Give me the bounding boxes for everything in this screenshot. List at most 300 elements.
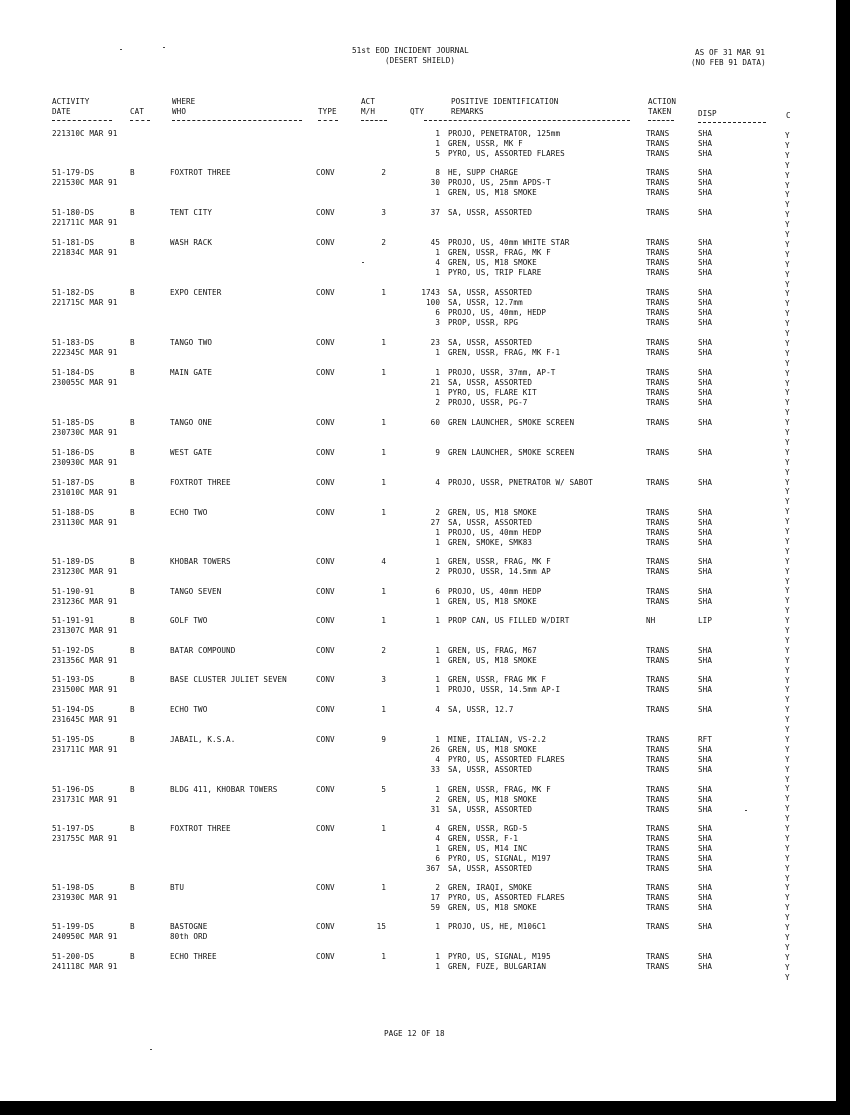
- item-description: SA, USSR, ASSORTED: [448, 805, 533, 814]
- item-action-taken: TRANS: [646, 745, 670, 754]
- entry-category: B: [130, 208, 135, 217]
- entry-unit: 80th ORD: [170, 932, 208, 941]
- entry-activity-id: 51-199-DS: [52, 922, 95, 931]
- item-description: GREN, US, M18 SMOKE: [448, 258, 537, 267]
- c-mark: Y: [785, 566, 790, 576]
- item-quantity: 1: [435, 248, 440, 257]
- entry-activity-id: 51-196-DS: [52, 785, 95, 794]
- item-quantity: 21: [430, 378, 440, 387]
- entry-activity-id: 51-191-91: [52, 616, 95, 625]
- item-quantity: 1: [435, 616, 440, 625]
- as-of-date: AS OF 31 MAR 91: [695, 48, 766, 57]
- c-mark: Y: [785, 180, 790, 190]
- col-act: ACT: [361, 97, 376, 106]
- item-disposition: SHA: [698, 765, 713, 774]
- col-taken: TAKEN: [648, 107, 672, 116]
- item-action-taken: TRANS: [646, 903, 670, 912]
- item-action-taken: TRANS: [646, 864, 670, 873]
- entry-category: B: [130, 952, 135, 961]
- entry-activity-id: 51-192-DS: [52, 646, 95, 655]
- item-action-taken: TRANS: [646, 922, 670, 931]
- item-disposition: SHA: [698, 268, 713, 277]
- item-quantity: 1: [435, 952, 440, 961]
- item-quantity: 1: [435, 368, 440, 377]
- entry-category: B: [130, 735, 135, 744]
- entry-activity-id: 51-179-DS: [52, 168, 95, 177]
- item-disposition: SHA: [698, 805, 713, 814]
- header-rule: [130, 120, 150, 121]
- item-description: GREN, USSR, MK F: [448, 139, 523, 148]
- entry-location: MAIN GATE: [170, 368, 213, 377]
- item-quantity: 6: [435, 854, 440, 863]
- entry-man-hours: 9: [381, 735, 386, 744]
- item-action-taken: TRANS: [646, 785, 670, 794]
- c-mark: Y: [785, 923, 790, 932]
- c-mark: Y: [785, 962, 790, 972]
- item-disposition: SHA: [698, 893, 713, 902]
- item-description: GREN, US, M18 SMOKE: [448, 745, 537, 754]
- entry-activity-id: 51-193-DS: [52, 675, 95, 684]
- c-mark: Y: [785, 309, 790, 319]
- entry-category: B: [130, 675, 135, 684]
- item-description: GREN LAUNCHER, SMOKE SCREEN: [448, 418, 575, 427]
- item-action-taken: TRANS: [646, 735, 670, 744]
- entry-man-hours: 5: [381, 785, 386, 794]
- item-quantity: 27: [430, 518, 440, 527]
- item-action-taken: TRANS: [646, 795, 670, 804]
- item-disposition: SHA: [698, 824, 713, 833]
- c-mark: Y: [785, 942, 790, 952]
- c-mark: Y: [785, 437, 790, 447]
- item-description: GREN, USSR, RGD-5: [448, 824, 528, 833]
- item-description: SA, USSR, ASSORTED: [448, 765, 533, 774]
- journal-title: 51st EOD INCIDENT JOURNAL: [352, 46, 469, 55]
- c-mark: Y: [785, 863, 790, 873]
- entry-activity-id: 51-197-DS: [52, 824, 95, 833]
- entry-activity-id: 51-188-DS: [52, 508, 95, 517]
- item-disposition: SHA: [698, 755, 713, 764]
- entry-category: B: [130, 616, 135, 625]
- c-mark: Y: [785, 418, 790, 428]
- c-mark: Y: [785, 131, 790, 140]
- entry-type: CONV: [316, 448, 335, 457]
- c-mark: Y: [785, 903, 790, 913]
- scan-speck: [120, 49, 122, 50]
- item-disposition: SHA: [698, 318, 713, 327]
- col-cat: CAT: [130, 107, 145, 116]
- item-description: GREN LAUNCHER, SMOKE SCREEN: [448, 448, 575, 457]
- c-mark: Y: [785, 774, 790, 784]
- entry-location: WASH RACK: [170, 238, 213, 247]
- entry-man-hours: 1: [381, 508, 386, 517]
- entry-man-hours: 4: [381, 557, 386, 566]
- item-disposition: SHA: [698, 168, 713, 177]
- item-description: PYRO, US, SIGNAL, M197: [448, 854, 551, 863]
- entry-man-hours: 2: [381, 238, 386, 247]
- entry-category: B: [130, 922, 135, 931]
- item-description: PROJO, US, 40mm HEDP: [448, 528, 542, 537]
- entry-activity-id: 51-186-DS: [52, 448, 95, 457]
- c-mark: Y: [785, 497, 790, 507]
- c-mark: Y: [785, 269, 790, 279]
- entry-location: TANGO ONE: [170, 418, 213, 427]
- c-mark: Y: [785, 824, 790, 833]
- entry-location: FOXTROT THREE: [170, 824, 231, 833]
- item-disposition: SHA: [698, 745, 713, 754]
- c-mark: Y: [785, 576, 790, 586]
- item-action-taken: TRANS: [646, 834, 670, 843]
- item-quantity: 1: [435, 962, 440, 971]
- c-mark: Y: [785, 170, 790, 180]
- c-mark: Y: [785, 329, 790, 338]
- c-mark: Y: [785, 606, 790, 616]
- item-disposition: SHA: [698, 844, 713, 853]
- entry-category: B: [130, 478, 135, 487]
- header-rule: [361, 120, 387, 121]
- entry-category: B: [130, 557, 135, 566]
- c-mark: Y: [785, 239, 790, 249]
- item-quantity: 31: [430, 805, 440, 814]
- item-disposition: SHA: [698, 685, 713, 694]
- entry-location: BATAR COMPOUND: [170, 646, 236, 655]
- item-action-taken: TRANS: [646, 952, 670, 961]
- entry-activity-id: 51-181-DS: [52, 238, 95, 247]
- item-action-taken: TRANS: [646, 298, 670, 307]
- entry-location: TANGO TWO: [170, 338, 213, 347]
- c-mark: Y: [785, 299, 790, 309]
- c-mark: Y: [785, 675, 790, 685]
- item-quantity: 1: [435, 188, 440, 197]
- c-mark: Y: [785, 259, 790, 269]
- entry-location: FOXTROT THREE: [170, 168, 231, 177]
- entry-activity-id: 51-198-DS: [52, 883, 95, 892]
- entry-activity-id: 51-183-DS: [52, 338, 95, 347]
- col-c: C: [786, 111, 791, 120]
- item-description: GREN, US, M18 SMOKE: [448, 656, 537, 665]
- item-disposition: SHA: [698, 298, 713, 307]
- item-disposition: SHA: [698, 952, 713, 961]
- item-description: PYRO, US, SIGNAL, M195: [448, 952, 551, 961]
- header-rule: [698, 122, 766, 123]
- c-mark: Y: [785, 319, 790, 329]
- col-positive-id: POSITIVE IDENTIFICATION: [451, 97, 559, 106]
- item-disposition: SHA: [698, 288, 713, 297]
- scan-border-right: [836, 0, 850, 1115]
- entry-type: CONV: [316, 368, 335, 377]
- item-description: HE, SUPP CHARGE: [448, 168, 519, 177]
- c-mark: Y: [785, 715, 790, 725]
- c-mark: Y: [785, 814, 790, 824]
- entry-man-hours: 1: [381, 288, 386, 297]
- c-mark: Y: [785, 527, 790, 536]
- entry-date: 231236C MAR 91: [52, 597, 118, 606]
- item-description: GREN, SMOKE, SMK83: [448, 538, 533, 547]
- item-quantity: 4: [435, 834, 440, 843]
- entry-location: FOXTROT THREE: [170, 478, 231, 487]
- entry-category: B: [130, 824, 135, 833]
- journal-subtitle: (DESERT SHIELD): [385, 56, 456, 65]
- item-disposition: SHA: [698, 834, 713, 843]
- item-action-taken: NH: [646, 616, 656, 625]
- item-description: PROJO, US, 25mm APDS-T: [448, 178, 551, 187]
- item-quantity: 6: [435, 308, 440, 317]
- item-description: PYRO, US, ASSORTED FLARES: [448, 755, 565, 764]
- entry-type: CONV: [316, 587, 335, 596]
- entry-category: B: [130, 168, 135, 177]
- item-disposition: SHA: [698, 178, 713, 187]
- item-description: PYRO, US, TRIP FLARE: [448, 268, 542, 277]
- item-quantity: 1: [435, 538, 440, 547]
- item-disposition: RFT: [698, 735, 713, 744]
- c-mark: Y: [785, 784, 790, 794]
- c-mark: Y: [785, 893, 790, 903]
- scan-speck: [745, 810, 747, 811]
- entry-man-hours: 1: [381, 587, 386, 596]
- item-description: GREN, US, M14 INC: [448, 844, 528, 853]
- c-mark: Y: [785, 457, 790, 467]
- item-quantity: 8: [435, 168, 440, 177]
- item-quantity: 3: [435, 318, 440, 327]
- item-action-taken: TRANS: [646, 962, 670, 971]
- entry-activity-id: 51-189-DS: [52, 557, 95, 566]
- entry-type: CONV: [316, 675, 335, 684]
- scan-speck: [150, 1049, 152, 1050]
- c-mark: Y: [785, 695, 790, 705]
- entry-man-hours: 2: [381, 168, 386, 177]
- item-quantity: 1: [435, 528, 440, 537]
- item-action-taken: TRANS: [646, 129, 670, 138]
- item-action-taken: TRANS: [646, 448, 670, 457]
- entry-date: 221715C MAR 91: [52, 298, 118, 307]
- item-disposition: SHA: [698, 646, 713, 655]
- c-mark: Y: [785, 705, 790, 715]
- c-mark: Y: [785, 556, 790, 566]
- item-quantity: 2: [435, 508, 440, 517]
- item-action-taken: TRANS: [646, 883, 670, 892]
- c-mark: Y: [785, 873, 790, 883]
- item-description: GREN, FUZE, BULGARIAN: [448, 962, 547, 971]
- entry-date: 231755C MAR 91: [52, 834, 118, 843]
- entry-date: 230730C MAR 91: [52, 428, 118, 437]
- entry-type: CONV: [316, 418, 335, 427]
- entry-category: B: [130, 508, 135, 517]
- item-disposition: SHA: [698, 864, 713, 873]
- item-action-taken: TRANS: [646, 685, 670, 694]
- item-quantity: 1: [435, 685, 440, 694]
- entry-type: CONV: [316, 338, 335, 347]
- item-description: PROJO, US, 40mm, HEDP: [448, 308, 547, 317]
- entry-type: CONV: [316, 508, 335, 517]
- entry-date: 231356C MAR 91: [52, 656, 118, 665]
- item-action-taken: TRANS: [646, 418, 670, 427]
- entry-category: B: [130, 238, 135, 247]
- item-disposition: SHA: [698, 238, 713, 247]
- item-disposition: SHA: [698, 903, 713, 912]
- item-action-taken: TRANS: [646, 755, 670, 764]
- c-mark: Y: [785, 220, 790, 230]
- item-action-taken: TRANS: [646, 188, 670, 197]
- item-disposition: SHA: [698, 675, 713, 684]
- item-quantity: 59: [430, 903, 440, 912]
- item-action-taken: TRANS: [646, 268, 670, 277]
- entry-location: KHOBAR TOWERS: [170, 557, 231, 566]
- item-disposition: SHA: [698, 922, 713, 931]
- item-action-taken: TRANS: [646, 398, 670, 407]
- item-quantity: 4: [435, 755, 440, 764]
- c-mark: Y: [785, 665, 790, 675]
- c-mark: Y: [785, 635, 790, 645]
- header-rule: [424, 120, 630, 121]
- entry-man-hours: 1: [381, 338, 386, 347]
- c-mark: Y: [785, 447, 790, 457]
- item-quantity: 4: [435, 705, 440, 714]
- item-disposition: SHA: [698, 705, 713, 714]
- item-quantity: 4: [435, 824, 440, 833]
- page-number: PAGE 12 OF 18: [384, 1029, 445, 1038]
- item-description: PROP CAN, US FILLED W/DIRT: [448, 616, 570, 625]
- entry-activity-id: 51-184-DS: [52, 368, 95, 377]
- entry-location: ECHO THREE: [170, 952, 217, 961]
- item-disposition: SHA: [698, 656, 713, 665]
- item-quantity: 1: [435, 656, 440, 665]
- c-mark: Y: [785, 655, 790, 665]
- entry-date: 231711C MAR 91: [52, 745, 118, 754]
- item-quantity: 1: [435, 348, 440, 357]
- item-quantity: 9: [435, 448, 440, 457]
- item-action-taken: TRANS: [646, 557, 670, 566]
- entry-man-hours: 3: [381, 675, 386, 684]
- c-mark: Y: [785, 338, 790, 348]
- entry-location: TENT CITY: [170, 208, 213, 217]
- item-action-taken: TRANS: [646, 844, 670, 853]
- entry-type: CONV: [316, 922, 335, 931]
- c-mark: Y: [785, 210, 790, 220]
- c-mark: Y: [785, 725, 790, 734]
- scan-speck: [163, 47, 165, 48]
- data-note: (NO FEB 91 DATA): [691, 58, 766, 67]
- c-mark: Y: [785, 467, 790, 477]
- entry-man-hours: 1: [381, 418, 386, 427]
- c-mark: Y: [785, 616, 790, 626]
- item-action-taken: TRANS: [646, 248, 670, 257]
- item-description: GREN, USSR, FRAG, MK F: [448, 785, 551, 794]
- c-mark: Y: [785, 843, 790, 853]
- item-quantity: 1: [435, 646, 440, 655]
- item-description: GREN, US, M18 SMOKE: [448, 903, 537, 912]
- item-action-taken: TRANS: [646, 646, 670, 655]
- entry-type: CONV: [316, 824, 335, 833]
- item-action-taken: TRANS: [646, 854, 670, 863]
- entry-date: 231130C MAR 91: [52, 518, 118, 527]
- item-quantity: 1: [435, 557, 440, 566]
- entry-type: CONV: [316, 616, 335, 625]
- c-mark: Y: [785, 368, 790, 378]
- item-quantity: 5: [435, 149, 440, 158]
- item-quantity: 2: [435, 883, 440, 892]
- entry-location: BLDG 411, KHOBAR TOWERS: [170, 785, 278, 794]
- c-mark: Y: [785, 883, 790, 893]
- entry-activity-id: 51-185-DS: [52, 418, 95, 427]
- c-mark: Y: [785, 477, 790, 487]
- c-mark: Y: [785, 388, 790, 398]
- item-quantity: 26: [430, 745, 440, 754]
- entry-category: B: [130, 338, 135, 347]
- item-description: GREN, USSR, FRAG, MK F-1: [448, 348, 561, 357]
- header-rule: [318, 120, 338, 121]
- entry-date: 221310C MAR 91: [52, 129, 118, 138]
- item-disposition: LIP: [698, 616, 713, 625]
- item-disposition: SHA: [698, 883, 713, 892]
- item-action-taken: TRANS: [646, 378, 670, 387]
- entry-date: 221834C MAR 91: [52, 248, 118, 257]
- col-remarks: REMARKS: [451, 107, 484, 116]
- item-description: GREN, IRAQI, SMOKE: [448, 883, 533, 892]
- entry-man-hours: 1: [381, 952, 386, 961]
- item-quantity: 60: [430, 418, 440, 427]
- entry-date: 230930C MAR 91: [52, 458, 118, 467]
- item-description: PROP, USSR, RPG: [448, 318, 519, 327]
- col-mh: M/H: [361, 107, 376, 116]
- item-disposition: SHA: [698, 557, 713, 566]
- entry-date: 222345C MAR 91: [52, 348, 118, 357]
- item-description: PROJO, USSR, PNETRATOR W/ SABOT: [448, 478, 593, 487]
- item-description: GREN, US, M18 SMOKE: [448, 508, 537, 517]
- item-description: PYRO, US, ASSORTED FLARES: [448, 149, 565, 158]
- c-mark: Y: [785, 140, 790, 150]
- item-action-taken: TRANS: [646, 538, 670, 547]
- item-action-taken: TRANS: [646, 567, 670, 576]
- entry-category: B: [130, 448, 135, 457]
- entry-date: 231230C MAR 91: [52, 567, 118, 576]
- item-description: PROJO, USSR, 37mm, AP-T: [448, 368, 556, 377]
- item-description: SA, USSR, 12.7: [448, 705, 514, 714]
- item-description: PROJO, USSR, 14.5mm AP-I: [448, 685, 561, 694]
- c-mark: Y: [785, 734, 790, 744]
- item-action-taken: TRANS: [646, 824, 670, 833]
- item-disposition: SHA: [698, 785, 713, 794]
- entry-date: 231307C MAR 91: [52, 626, 118, 635]
- scan-border-bottom: [0, 1101, 850, 1115]
- item-disposition: SHA: [698, 248, 713, 257]
- c-mark: Y: [785, 358, 790, 368]
- item-disposition: SHA: [698, 854, 713, 863]
- c-mark: Y: [785, 833, 790, 843]
- item-quantity: 2: [435, 398, 440, 407]
- item-quantity: 1: [435, 129, 440, 138]
- item-quantity: 30: [430, 178, 440, 187]
- c-mark: Y: [785, 685, 790, 695]
- c-mark: Y: [785, 200, 790, 210]
- c-mark: Y: [785, 596, 790, 606]
- item-disposition: SHA: [698, 338, 713, 347]
- c-mark: Y: [785, 408, 790, 418]
- entry-activity-id: 51-194-DS: [52, 705, 95, 714]
- item-action-taken: TRANS: [646, 587, 670, 596]
- item-disposition: SHA: [698, 597, 713, 606]
- item-quantity: 2: [435, 795, 440, 804]
- item-action-taken: TRANS: [646, 238, 670, 247]
- entry-man-hours: 1: [381, 478, 386, 487]
- item-disposition: SHA: [698, 308, 713, 317]
- entry-category: B: [130, 587, 135, 596]
- c-mark: Y: [785, 507, 790, 517]
- item-description: SA, USSR, ASSORTED: [448, 518, 533, 527]
- c-mark: Y: [785, 932, 790, 942]
- item-disposition: SHA: [698, 587, 713, 596]
- item-description: GREN, USSR, FRAG, MK F: [448, 248, 551, 257]
- c-mark: Y: [785, 517, 790, 527]
- item-description: PROJO, USSR, 14.5mm AP: [448, 567, 551, 576]
